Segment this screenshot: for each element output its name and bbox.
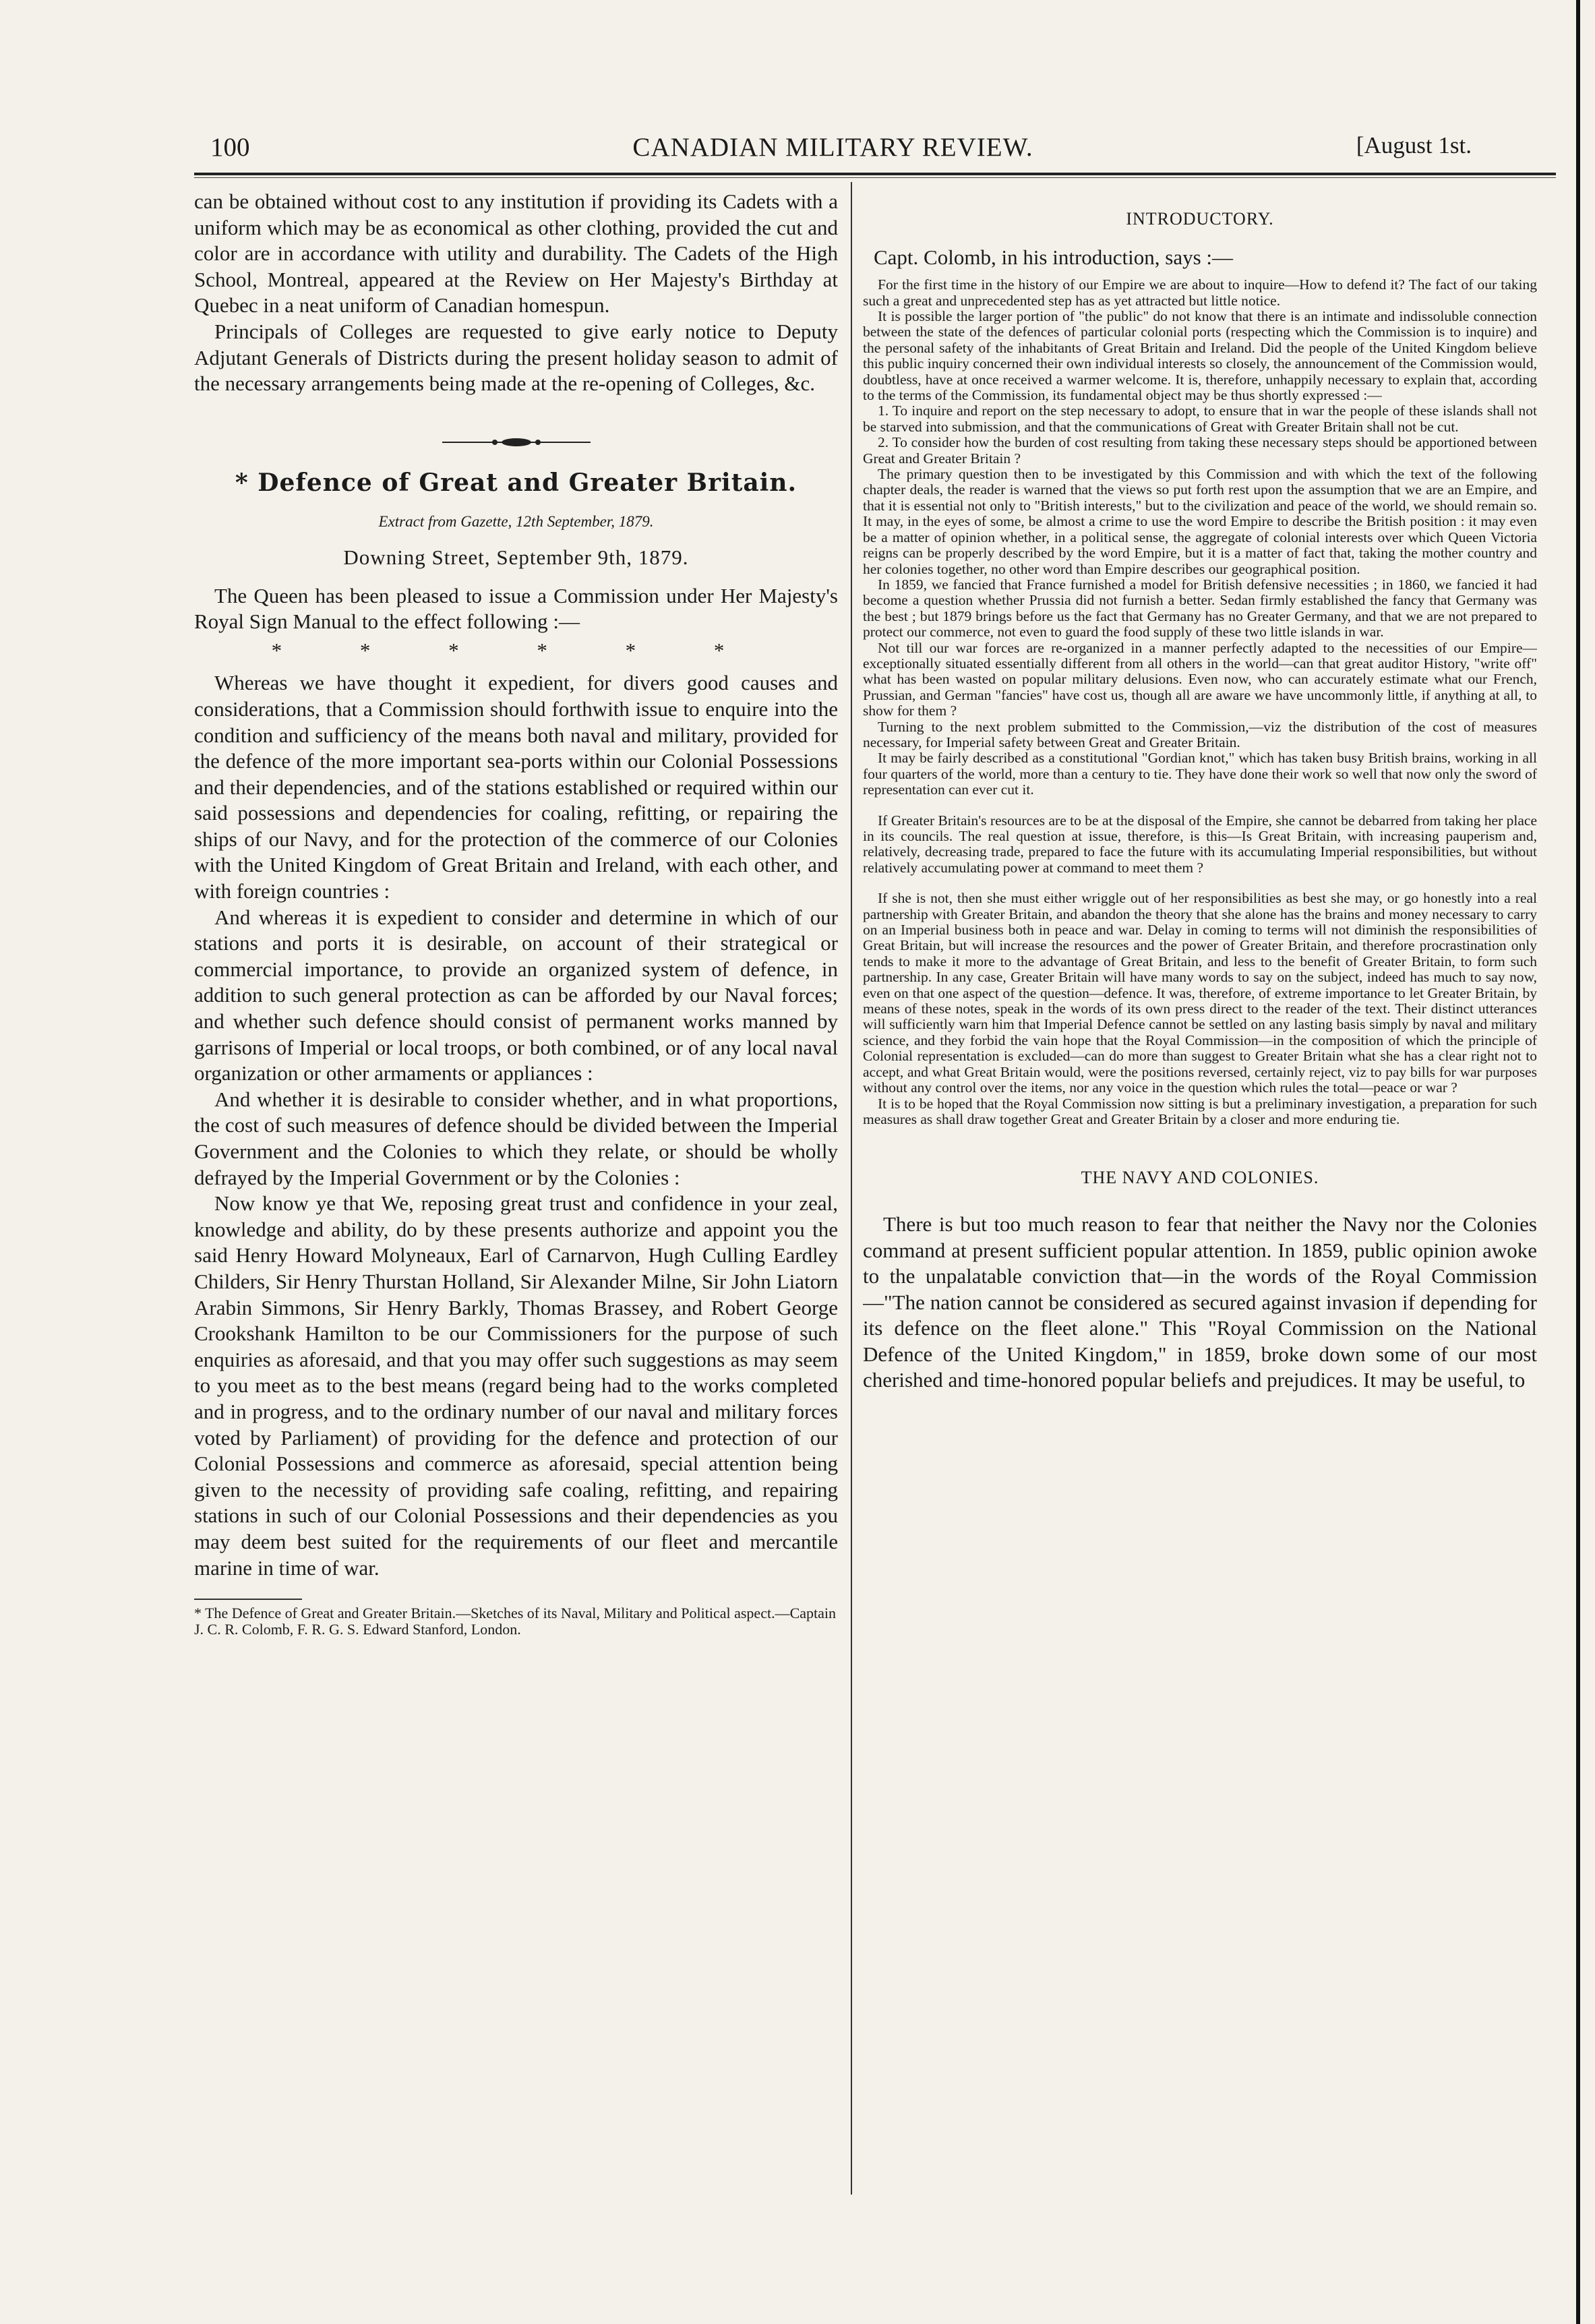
footnote: * The Defence of Great and Greater Britain.—Sketches of its Naval, Military and Political aspect.—Captain J. C. R. Colomb, F. R. G. S. Edward Stanford, London. <box>194 1605 837 1638</box>
scan-edge <box>1576 0 1580 2324</box>
header-rule <box>194 173 1556 175</box>
header-rule-thin <box>194 177 1556 178</box>
intro-line: Capt. Colomb, in his introduction, says :— <box>874 245 1234 269</box>
whereas-paragraph: Whereas we have thought it expedient, for divers good causes and considerations, that a Commission should forthwith issue to enquire into the condition and sufficiency of the means both naval and military, provided for the defence of the more important sea-ports within our Colonial Possessions and their dependencies, and of the stations established or required within our said possessions and dependencies for coaling, refitting, or repairing the ships of our Navy, and for the protection of the commerce of our Colonies with the United Kingdom of Great Britain and Ireland, with each other, and with foreign countries : <box>194 671 838 903</box>
quote-paragraph: It is possible the larger portion of "the public" do not know that there is an intimate and indissoluble connection between the state of the defences of particular colonial ports (respecting which the Commission is to inquire) and the personal safety of the inhabitants of Great Britain and Ireland. Did the people of the United Kingdom believe this public inquiry concerned their own individual interests so closely, the announcement of the Commission would, doubtless, have at once received a warmer welcome. It is, therefore, unhappily necessary to explain that, according to the terms of the Commission, its fundamental object may be thus shortly expressed :— <box>863 308 1537 404</box>
right-column <box>863 189 1537 2184</box>
page-number: 100 <box>210 133 250 162</box>
quote-paragraph: For the first time in the history of our Empire we are about to inquire—How to defend it? The fact of our taking such a great and unprecedented step has as yet attracted but little notice. <box>863 276 1537 309</box>
quote-paragraph: It is to be hoped that the Royal Commission now sitting is but a preliminary investigation, a preparation for such measures as shall draw together Great and Greater Britain by a closer and more enduring tie. <box>863 1095 1537 1127</box>
and-whether-paragraph: And whether it is desirable to consider whether, and in what proportions, the cost of such measures of defence should be divided between the Imperial Government and the Colonies to which they relate, or should be wholly defrayed by the Imperial Government or by the Colonies : <box>194 1087 838 1189</box>
now-know-ye-paragraph: Now know ye that We, reposing great trust and confidence in your zeal, knowledge and ability, do by these presents authorize and appoint you the said Henry Howard Molyneaux, Earl of Carnarvon, Hugh Culling Eardley Childers, Sir Henry Thurstan Holland, Sir Alexander Milne, Sir John Liatorn Arabin Simmons, Sir Henry Barkly, Thomas Brassey, and Robert George Crookshank Hamilton to be our Commissioners for the purpose of such enquiries as aforesaid, and that you may offer such suggestions as may seem to you meet as to the best means (regard being had to the works completed and in progress, and to the ordinary number of our naval and military forces voted by Parliament) of providing for the defence and protection of our Colonial Possessions and commerce as aforesaid, special attention being given to the necessity of providing safe coaling, refitting, and repairing stations in such of our Colonial Possessions and their dependencies as you may deem best suited for the requirements of our fleet and mercantile marine in time of war. <box>194 1191 838 1580</box>
section-ornament <box>194 438 838 447</box>
and-whereas-paragraph: And whereas it is expedient to consider and determine in which of our stations and ports it is desirable, on account of their strategical or commercial importance, to provide an organized system of defence, in addition to such general protection as can be afforded by our Naval forces; and whether such defence should consist of permanent works manned by garrisons of Imperial or local troops, or both combined, or of any local naval organization or other armaments or appliances : <box>194 905 838 1085</box>
introductory-heading: INTRODUCTORY. <box>1126 209 1274 229</box>
page-header <box>194 132 1472 166</box>
cadets-paragraph: can be obtained without cost to any institution if providing its Cadets with a uniform which may be as economical as other clothing, provided the cut and color are in accordance with utility and durability. The Cadets of the High School, Montreal, appeared at the Review on Her Majesty's Birthday at Quebec in a neat uniform of Canadian homespun. <box>194 189 838 318</box>
quote-paragraph: In 1859, we fancied that France furnished a model for British defensive necessities ; in 1860, we fancied it had become a question whether Prussia did not furnish a better. Sedan firmly established the fancy that Germany was the best ; but 1879 brings before us the fact that Germany has no Greater Germany, and that we are not prepared to protect our commerce, not even to guard the food supply of these two little islands in war. <box>863 576 1537 640</box>
quote-paragraph: The primary question then to be investigated by this Commission and with which the text of the following chapter deals, the reader is warned that the views so put forth rest upon the assumption that we are an Empire, and that it is essential not only to "British interests," but to the civilization and peace of the world, we should remain so. It may, in the eyes of some, be almost a crime to use the word Empire to describe the British position : it may even be a matter of opinion whether, in a political sense, the aggregate of colonial interests over which Queen Victoria reigns can be properly described by the word Empire, but it is a matter of fact that, taking the mother country and her colonies together, no other word than Empire describes our geographical position. <box>863 466 1537 577</box>
quote-paragraph: It may be fairly described as a constitutional "Gordian knot," which has taken busy British brains, working in all four quarters of the world, more than a century to tie. They have done their work so well that now only the sword of representation can ever cut it. <box>863 750 1537 798</box>
quote-paragraph: 2. To consider how the burden of cost resulting from taking these necessary steps should be apportioned between Great and Greater Britain ? <box>863 434 1537 467</box>
footnote-rule <box>194 1599 302 1600</box>
quote-paragraph: Turning to the next problem submitted to the Commission,—viz the distribution of the cost of measures necessary, for Imperial safety between Great and Greater Britain. <box>863 718 1537 750</box>
quote-paragraph: Not till our war forces are re-organized in a manner perfectly adapted to the necessities of our Empire—exceptionally situated essentially different from all others in the world—can that great auditor History, "write off" what has been wasted on popular military delusions. Even now, who can accurately estimate what our French, Prussian, and German "fancies" have cost us, though all are aware we have uncommonly little, if anything at all, to show for them ? <box>863 639 1537 719</box>
column-divider <box>851 182 852 2195</box>
issue-date: [August 1st. <box>1356 132 1472 158</box>
quote-paragraph: 1. To inquire and report on the step necessary to adopt, to ensure that in war the people of these islands shall not be starved into submission, and that the communications of Great with Greater Britain shall not be cut. <box>863 403 1537 435</box>
extract-source: Extract from Gazette, 12th September, 1879. <box>378 513 654 531</box>
queen-paragraph: The Queen has been pleased to issue a Commission under Her Majesty's Royal Sign Manual to the effect following :— <box>194 583 838 634</box>
publication-title: CANADIAN MILITARY REVIEW. <box>632 133 1033 162</box>
principals-paragraph: Principals of Colleges are requested to give early notice to Deputy Adjutant Generals of Districts during the present holiday season to admit of the necessary arrangements being made at the re-opening of Colleges, &c. <box>194 319 838 396</box>
dateline: Downing Street, September 9th, 1879. <box>343 545 689 569</box>
navy-paragraph: There is but too much reason to fear that neither the Navy nor the Colonies command at present sufficient popular attention. In 1859, public opinion awoke to the unpalatable conviction that—in the words of the Royal Commission—"The nation cannot be considered as secured against invasion if depending for its defence on the fleet alone." This "Royal Commission on the National Defence of the United Kingdom," in 1859, broke down some of our most cherished and time-honored popular beliefs and prejudices. It may be useful, to <box>863 1212 1537 1392</box>
quote-paragraph: If Greater Britain's resources are to be at the disposal of the Empire, she cannot be debarred from taking her place in its councils. The real question at issue, therefore, is this—Is Great Britain, with increasing pauperism and, relatively, decreasing trade, prepared to face the future with its accumulating Imperial responsibilities, but without relatively accumulating power at command to meet them ? <box>863 812 1537 876</box>
asterisk-break: * * * * * * <box>271 638 761 662</box>
quote-paragraph: If she is not, then she must either wriggle out of her responsibilities as best she may, or go honestly into a real partnership with Greater Britain, and abandon the theory that she alone has the brains and money necessary to carry on an Imperial business both in peace and war. Delay in coming to terms will not diminish the responsibilities of Great Britain, but will increase the resources and the power of Greater Britain, and therefore procrastination only tends to make it more to the advantage of Great Britain, and less to the benefit of Greater Britain, to form such partnership. In any case, Greater Britain will have many words to say on the subject, indeed has much to say now, even on that one aspect of the question—defence. It was, therefore, of extreme importance to let Greater Britain, by means of these notes, speak in the words of its own press direct to the reader of the text. Their distinct utterances will sufficiently warn him that Imperial Defence cannot be settled on any lasting basis simply by naval and military science, and they forbid the vain hope that the Royal Commission—in the composition of which the principle of Colonial representation is excluded—can do more than suggest to Greater Britain what she has a clear right not to accept, and what Great Britain would, were the positions reversed, certainly reject, viz to pay bills for war purposes without any control over the items, nor any voice in the question which rules the total—peace or war ? <box>863 890 1537 1096</box>
navy-colonies-heading: THE NAVY AND COLONIES. <box>1081 1168 1319 1188</box>
left-column <box>194 189 838 2184</box>
article-title: * Defence of Great and Greater Britain. <box>235 468 798 497</box>
